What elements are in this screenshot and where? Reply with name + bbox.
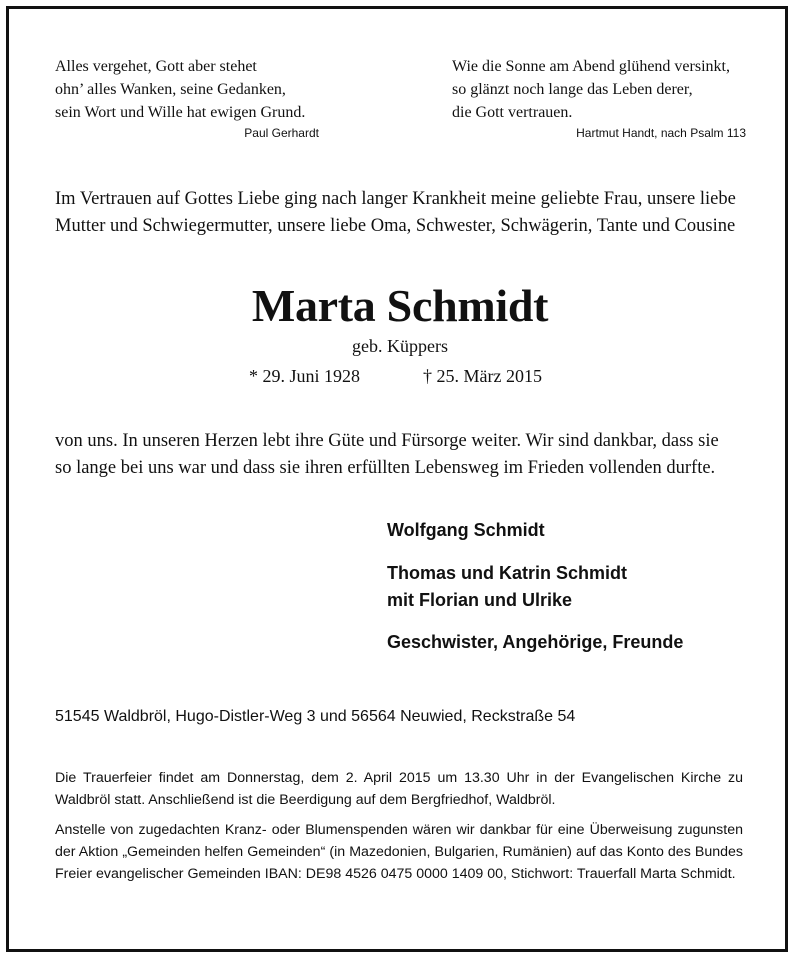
closing-line: so lange bei uns war und dass sie ihren erfüllten Lebensweg im Frieden vollenden durfte. [55,458,716,478]
death-date: † 25. März 2015 [423,366,542,386]
intro-line: Im Vertrauen auf Gottes Liebe ging nach langer Krankheit meine geliebte Frau, unsere liebe [55,189,736,209]
quote-left-line: ohn’ alles Wanken, seine Gedanken, [55,81,286,98]
mourner-line: mit Florian und Ulrike [387,590,573,610]
mourner-line: Geschwister, Angehörige, Freunde [387,632,684,652]
maiden-name: geb. Küppers [352,336,448,356]
intro-line: Mutter und Schwiegermutter, unsere liebe Oma, Schwester, Schwägerin, Tante und Cousine [55,216,736,236]
funeral-notice: Die Trauerfeier findet am Donnerstag, dem 2. April 2015 um 13.30 Uhr in der Evangelischen Kirche zu Waldbröl statt. Anschließend ist die Beerdigung auf dem Bergfriedhof, Waldbröl. [55,770,743,808]
mourner-line: Wolfgang Schmidt [387,520,545,540]
quote-right-author: Hartmut Handt, nach Psalm 113 [576,126,746,140]
donation-notice: Anstelle von zugedachten Kranz- oder Blumenspenden wären wir dankbar für eine Überweisung zugunsten der Aktion „Gemeinden helfen Gemeinden“ (in Mazedonien, Bulgarien, Rumänien) auf das Konto des Bundes Freier evangelischer Gemeinden IBAN: DE98 4526 0475 0000 1409 00, Stichwort: Trauerfall Marta Schmidt. [55,822,743,882]
quote-right-line: Wie die Sonne am Abend glühend versinkt, [452,58,730,75]
quote-left-line: Alles vergehet, Gott aber stehet [55,58,257,75]
obituary-card [6,6,788,952]
quote-left-author: Paul Gerhardt [244,126,319,140]
deceased-name: Marta Schmidt [251,280,549,331]
address: 51545 Waldbröl, Hugo-Distler-Weg 3 und 56564 Neuwied, Reckstraße 54 [55,708,576,725]
quote-right-line: so glänzt noch lange das Leben derer, [452,81,693,98]
closing-line: von uns. In unseren Herzen lebt ihre Güte und Fürsorge weiter. Wir sind dankbar, dass sie [55,431,719,451]
quote-left-line: sein Wort und Wille hat ewigen Grund. [55,104,306,121]
birth-date: * 29. Juni 1928 [249,366,361,386]
mourner-line: Thomas und Katrin Schmidt [387,563,628,583]
quote-right-line: die Gott vertrauen. [452,104,573,121]
